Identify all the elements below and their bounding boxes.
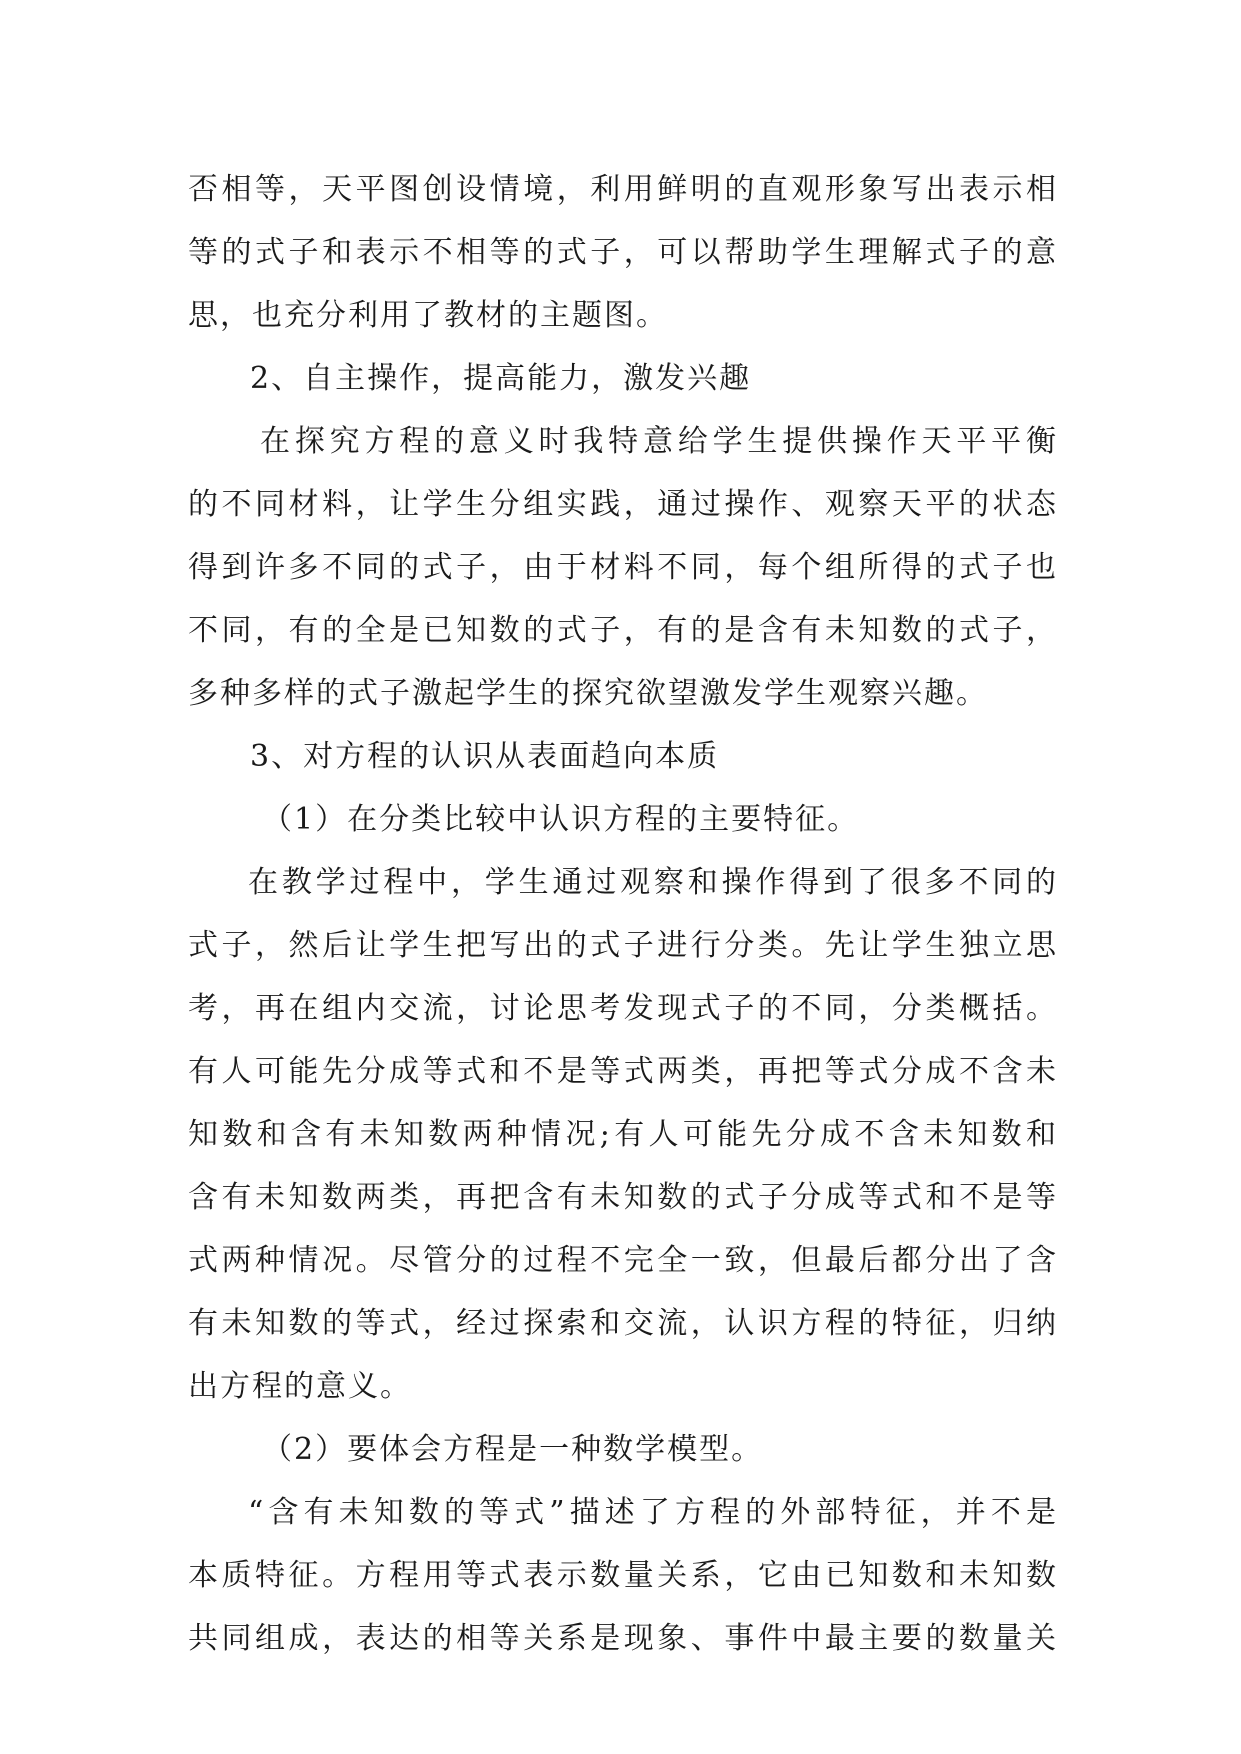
paragraph-line: 有未知数的等式，经过探索和交流，认识方程的特征，归纳 (188, 1306, 1058, 1341)
paragraph-line: 在探究方程的意义时我特意给学生提供操作天平平衡 (260, 424, 1058, 459)
paragraph-line: 出方程的意义。 (188, 1369, 412, 1404)
section-heading: 3、对方程的认识从表面趋向本质 (250, 739, 720, 774)
paragraph-line: 考，再在组内交流，讨论思考发现式子的不同，分类概括。 (188, 991, 1058, 1026)
document-body (188, 158, 1058, 1670)
paragraph-line: 式两种情况。尽管分的过程不完全一致，但最后都分出了含 (188, 1243, 1058, 1278)
paragraph-line: 在教学过程中，学生通过观察和操作得到了很多不同的 (248, 865, 1058, 900)
paragraph-line: 知数和含有未知数两种情况;有人可能先分成不含未知数和 (188, 1117, 1058, 1152)
paragraph-line: 等的式子和表示不相等的式子，可以帮助学生理解式子的意 (188, 235, 1058, 270)
paragraph-line: 思，也充分利用了教材的主题图。 (188, 298, 668, 333)
subsection-heading: （1）在分类比较中认识方程的主要特征。 (262, 802, 860, 837)
paragraph-line: 的不同材料，让学生分组实践，通过操作、观察天平的状态 (188, 487, 1058, 522)
paragraph-line: 得到许多不同的式子，由于材料不同，每个组所得的式子也 (188, 550, 1058, 585)
paragraph-line: “含有未知数的等式”描述了方程的外部特征，并不是 (248, 1495, 1058, 1530)
paragraph-line: 含有未知数两类，再把含有未知数的式子分成等式和不是等 (188, 1180, 1058, 1215)
paragraph-line: 本质特征。方程用等式表示数量关系，它由已知数和未知数 (188, 1558, 1058, 1593)
paragraph-line: 不同，有的全是已知数的式子，有的是含有未知数的式子， (188, 613, 1058, 648)
subsection-heading: （2）要体会方程是一种数学模型。 (262, 1432, 764, 1467)
paragraph-line: 多种多样的式子激起学生的探究欲望激发学生观察兴趣。 (188, 676, 988, 711)
paragraph-line: 有人可能先分成等式和不是等式两类，再把等式分成不含未 (188, 1054, 1058, 1089)
section-heading: 2、自主操作，提高能力，激发兴趣 (250, 361, 752, 396)
paragraph-line: 否相等，天平图创设情境，利用鲜明的直观形象写出表示相 (188, 172, 1058, 207)
paragraph-line: 共同组成，表达的相等关系是现象、事件中最主要的数量关 (188, 1621, 1058, 1656)
paragraph-line: 式子，然后让学生把写出的式子进行分类。先让学生独立思 (188, 928, 1058, 963)
